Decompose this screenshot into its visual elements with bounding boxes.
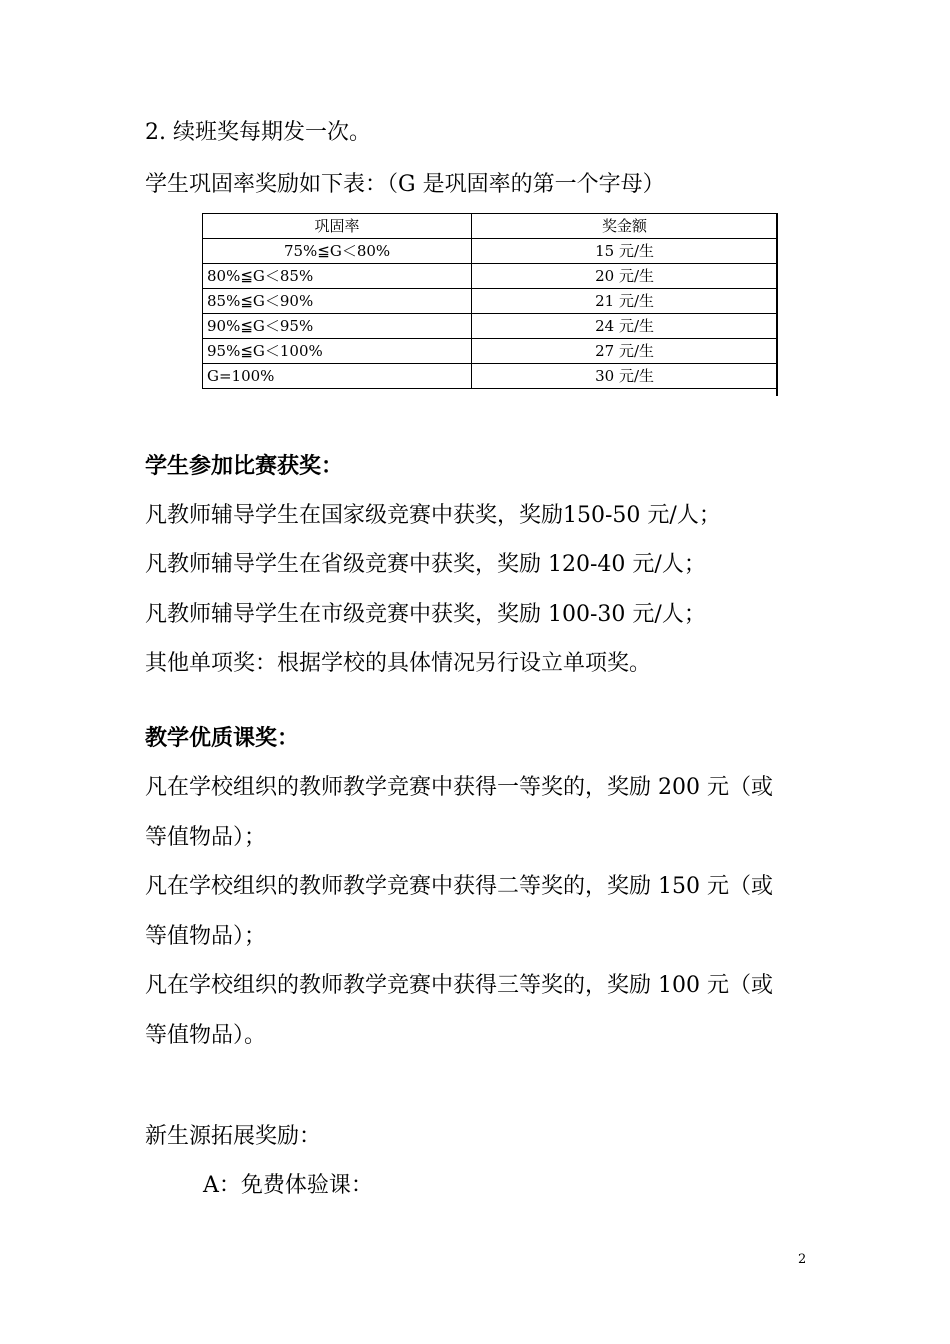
rate-cell: G=100% (203, 364, 472, 389)
teaching-line: 等值物品）。 (145, 1023, 267, 1048)
amount-cell: 20 元/生 (472, 264, 778, 289)
amount-cell: 24 元/生 (472, 314, 778, 339)
rate-cell: 85%≦G＜90% (203, 289, 472, 314)
table-intro: 学生巩固率奖励如下表：（G 是巩固率的第一个字母） (145, 172, 665, 197)
rate-cell: 90%≦G＜95% (203, 314, 472, 339)
column-header-rate: 巩固率 (203, 214, 472, 239)
table-row (203, 364, 778, 389)
teaching-line: 等值物品）； (145, 825, 267, 850)
table-header-row (203, 214, 778, 239)
new-students-heading: 新生源拓展奖励： (145, 1124, 322, 1149)
teaching-line: 凡在学校组织的教师教学竞赛中获得一等奖的，奖励 200 元（或 (145, 775, 773, 800)
competition-line: 凡教师辅导学生在市级竞赛中获奖，奖励 100-30 元/人； (145, 602, 706, 627)
rate-cell: 95%≦G＜100% (203, 339, 472, 364)
competition-line: 凡教师辅导学生在省级竞赛中获奖，奖励 120-40 元/人； (145, 552, 706, 577)
column-header-amount: 奖金额 (472, 214, 778, 239)
teaching-line: 凡在学校组织的教师教学竞赛中获得三等奖的，奖励 100 元（或 (145, 973, 773, 998)
competition-line: 凡教师辅导学生在国家级竞赛中获奖，奖励150-50 元/人； (145, 503, 721, 528)
amount-cell: 15 元/生 (472, 239, 778, 264)
rate-cell: 80%≦G＜85% (203, 264, 472, 289)
teaching-line: 凡在学校组织的教师教学竞赛中获得二等奖的，奖励 150 元（或 (145, 874, 773, 899)
new-students-item-a: A：免费体验课： (203, 1173, 373, 1198)
teaching-line: 等值物品）； (145, 924, 267, 949)
table-row (203, 314, 778, 339)
table-right-border (776, 213, 778, 396)
table-row (203, 264, 778, 289)
amount-cell: 30 元/生 (472, 364, 778, 389)
page-number: 2 (798, 1252, 807, 1267)
teaching-heading: 教学优质课奖： (145, 726, 300, 751)
rate-cell: 75%≦G＜80% (203, 239, 472, 264)
retention-reward-table (202, 213, 778, 389)
amount-cell: 27 元/生 (472, 339, 778, 364)
competition-heading: 学生参加比赛获奖： (145, 454, 344, 479)
amount-cell: 21 元/生 (472, 289, 778, 314)
table-row (203, 239, 778, 264)
item-2-text: 2. 续班奖每期发一次。 (145, 120, 371, 145)
competition-line: 其他单项奖：根据学校的具体情况另行设立单项奖。 (145, 651, 652, 676)
table-row (203, 339, 778, 364)
table-row (203, 289, 778, 314)
